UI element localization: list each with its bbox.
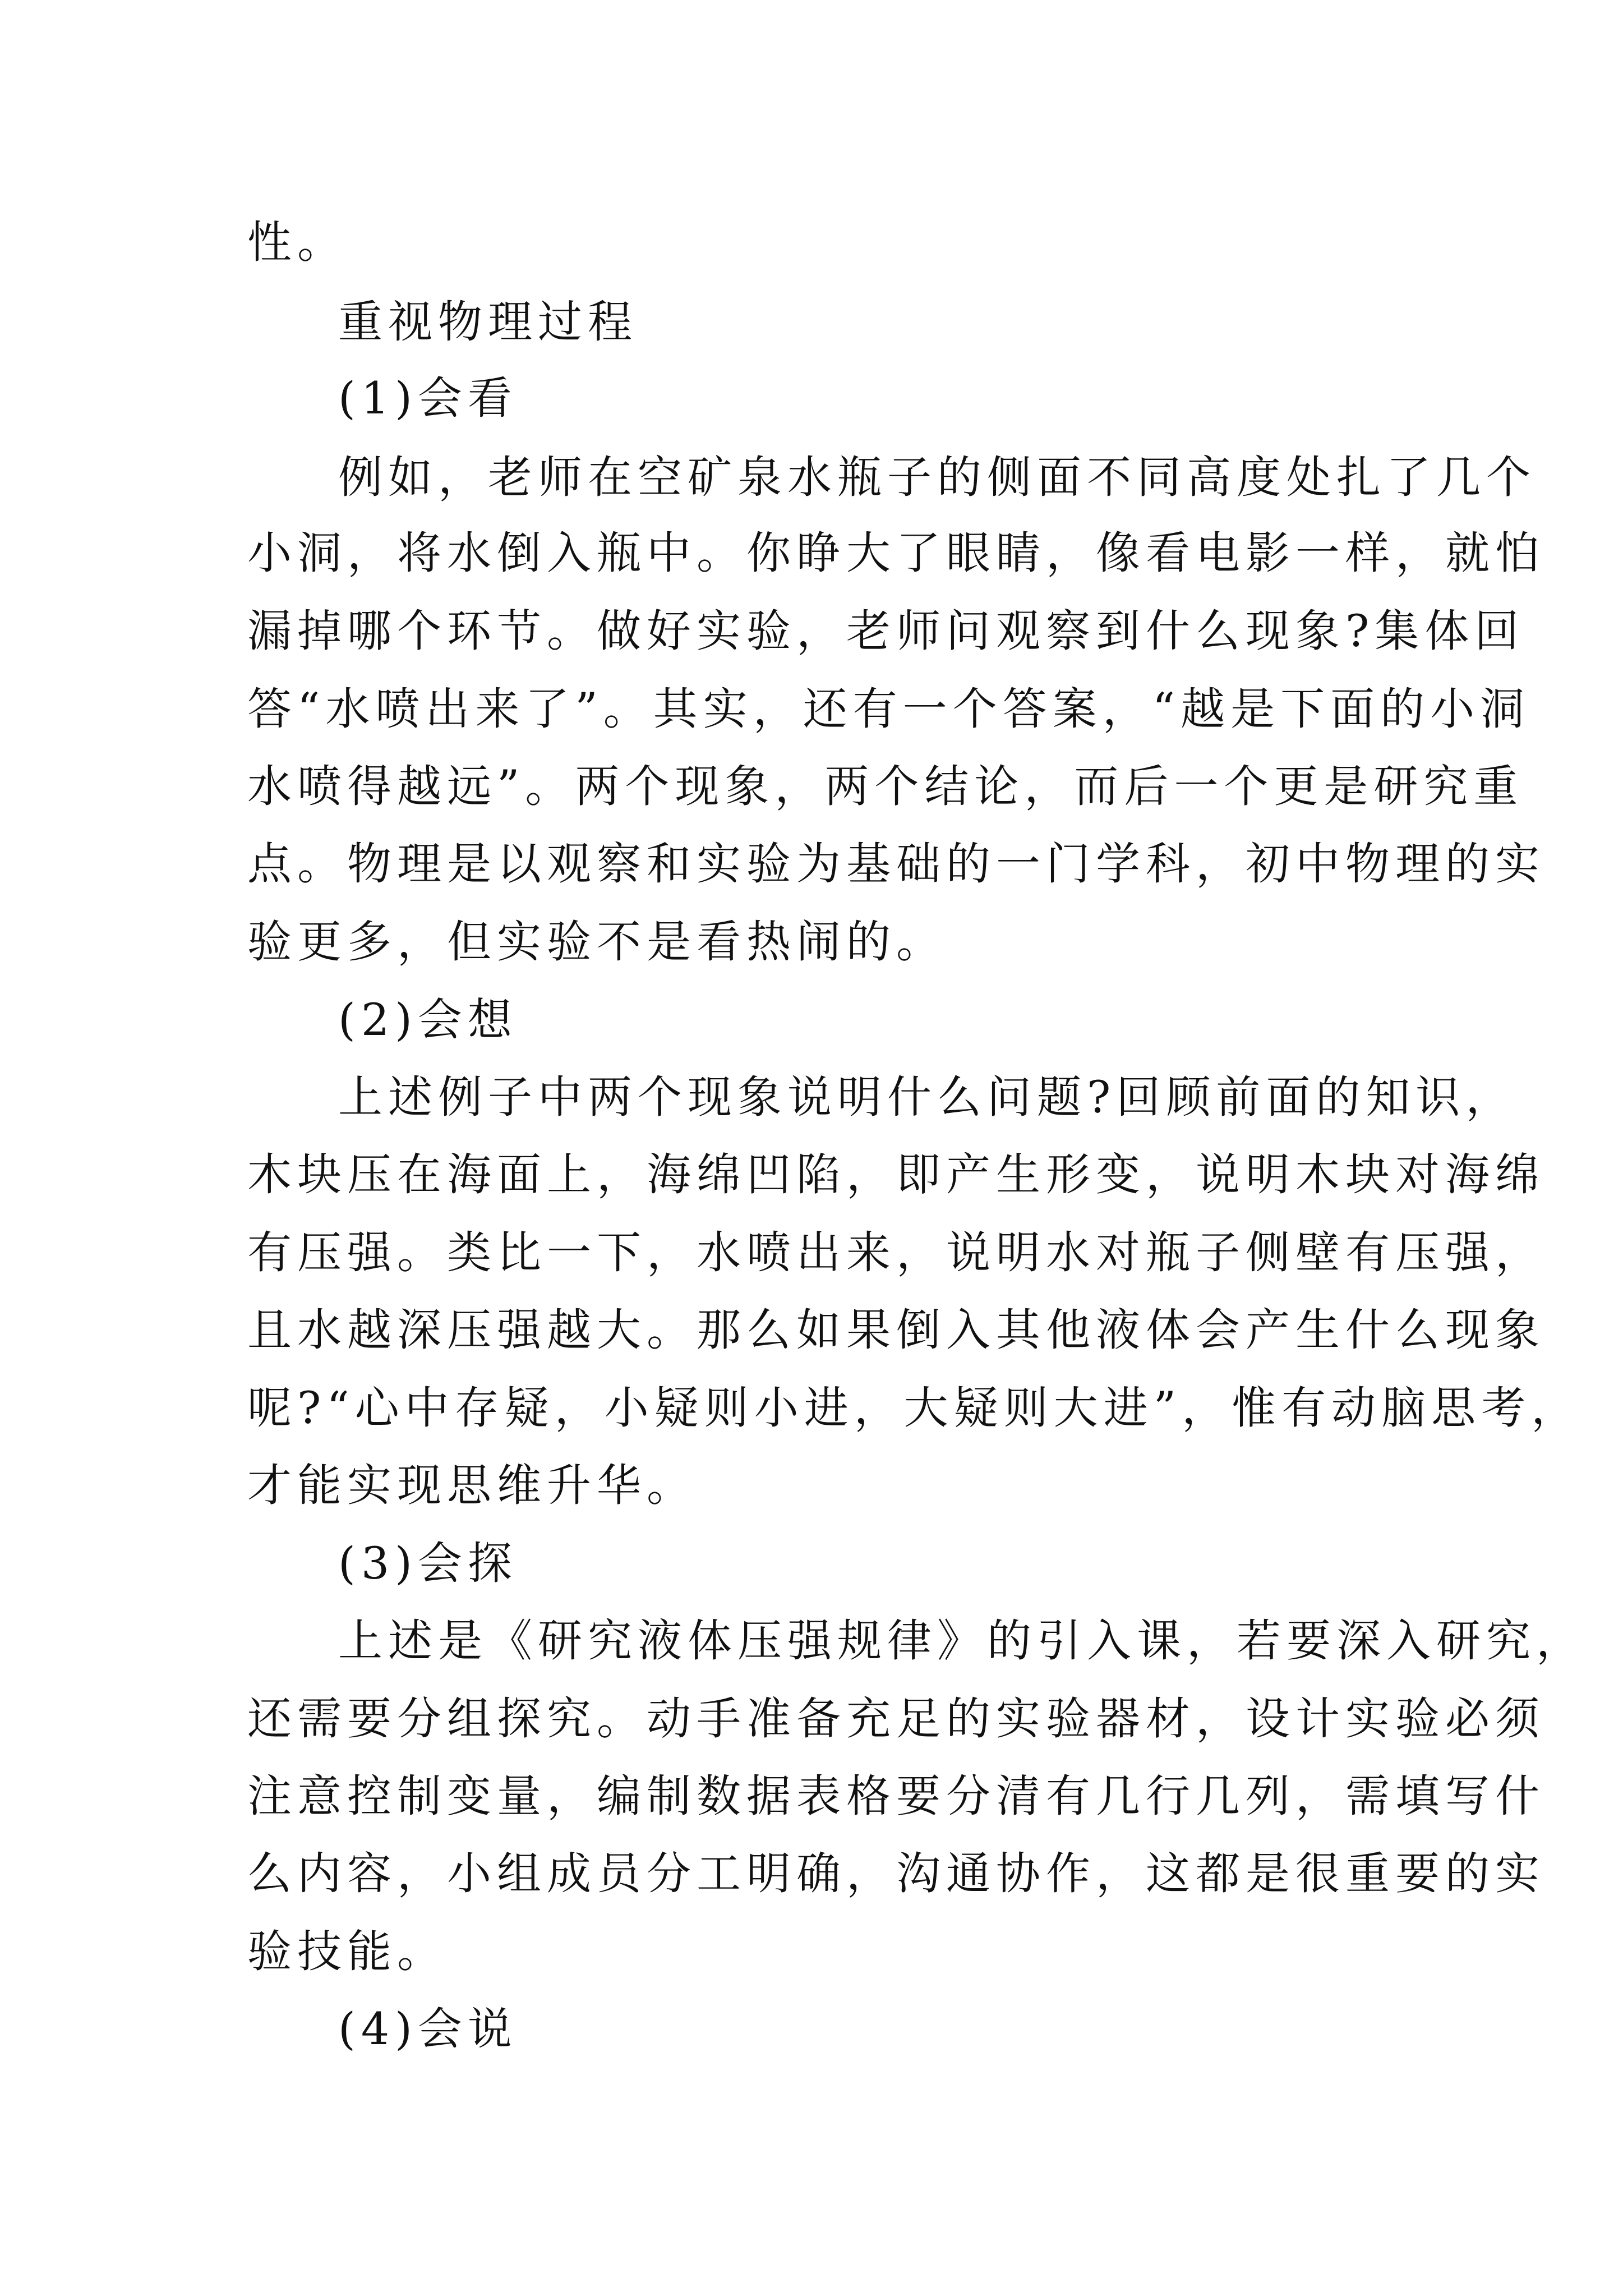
paragraph-line: 小洞，将水倒入瓶中。你睁大了眼睛，像看电影一样，就怕 xyxy=(247,527,1545,579)
paragraph-line: 例如，老师在空矿泉水瓶子的侧面不同高度处扎了几个 xyxy=(338,452,1536,503)
paragraph-line: 呢?“心中存疑，小疑则小进，大疑则大进”，惟有动脑思考， xyxy=(247,1382,1581,1434)
paragraph-line: 才能实现思维升华。 xyxy=(247,1460,697,1511)
subsection-heading: (2)会想 xyxy=(338,994,518,1046)
paragraph-line: 验技能。 xyxy=(247,1926,447,1977)
paragraph-line: 木块压在海面上，海绵凹陷，即产生形变，说明木块对海绵 xyxy=(247,1149,1545,1200)
section-heading: 重视物理过程 xyxy=(338,296,638,348)
subsection-heading: (4)会说 xyxy=(338,2003,518,2055)
paragraph-line: 有压强。类比一下，水喷出来，说明水对瓶子侧壁有压强， xyxy=(247,1227,1545,1278)
paragraph-line: 漏掉哪个环节。做好实验，老师问观察到什么现象?集体回 xyxy=(247,605,1525,657)
text-line: 性。 xyxy=(247,217,347,268)
paragraph-line: 验更多，但实验不是看热闹的。 xyxy=(247,916,946,968)
paragraph-line: 点。物理是以观察和实验为基础的一门学科，初中物理的实 xyxy=(247,838,1545,890)
subsection-heading: (1)会看 xyxy=(338,372,518,424)
paragraph-line: 么内容，小组成员分工明确，沟通协作，这都是很重要的实 xyxy=(247,1848,1545,1899)
paragraph-line: 且水越深压强越大。那么如果倒入其他液体会产生什么现象 xyxy=(247,1304,1545,1356)
subsection-heading: (3)会探 xyxy=(338,1538,518,1589)
paragraph-line: 上述是《研究液体压强规律》的引入课，若要深入研究， xyxy=(338,1615,1586,1667)
paragraph-line: 答“水喷出来了”。其实，还有一个答案，“越是下面的小洞 xyxy=(247,683,1530,735)
paragraph-line: 还需要分组探究。动手准备充足的实验器材，设计实验必须 xyxy=(247,1693,1545,1745)
paragraph-line: 注意控制变量，编制数据表格要分清有几行几列，需填写什 xyxy=(247,1770,1545,1822)
paragraph-line: 上述例子中两个现象说明什么问题?回顾前面的知识， xyxy=(338,1071,1516,1123)
paragraph-line: 水喷得越远”。两个现象，两个结论，而后一个更是研究重 xyxy=(247,761,1524,812)
